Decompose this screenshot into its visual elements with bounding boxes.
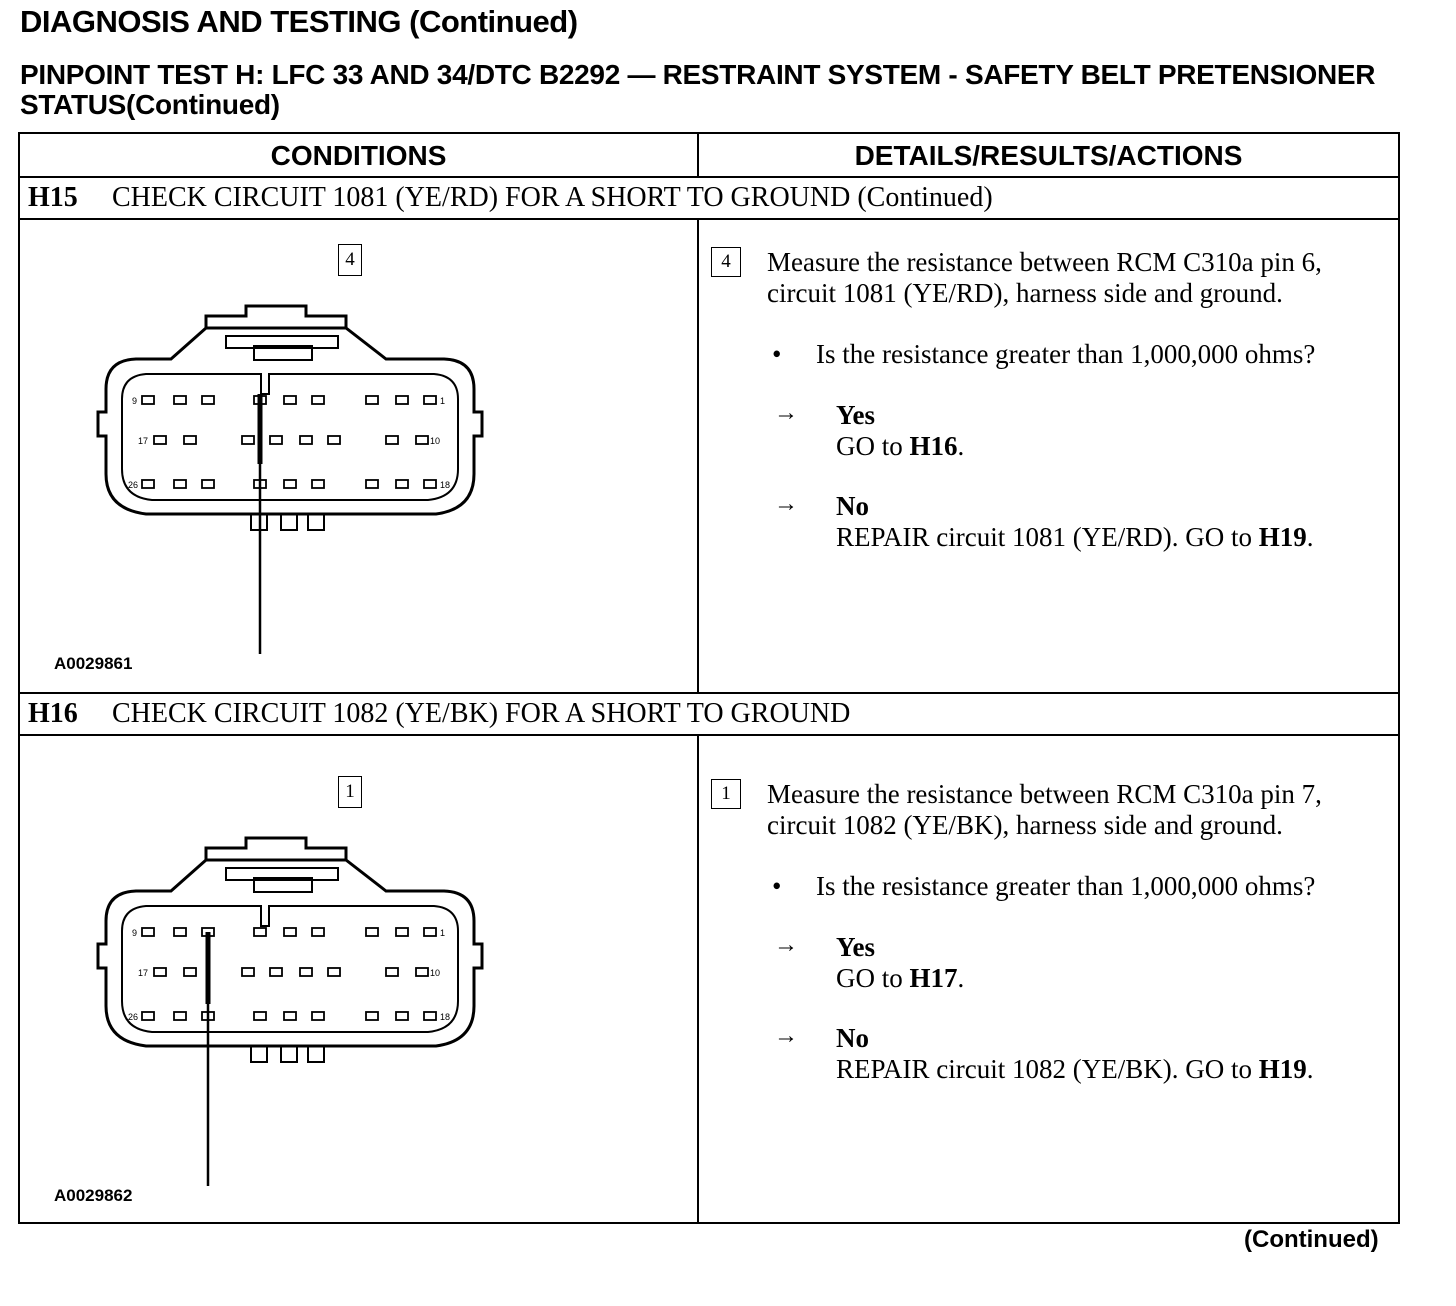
pin-label: 1: [440, 396, 446, 406]
no-answer: No REPAIR circuit 1082 (YE/BK). GO to H19.: [836, 1023, 1314, 1084]
yes-action-text: GO to: [836, 431, 903, 461]
no-label: No: [836, 1023, 869, 1053]
pin-label: 26: [128, 480, 139, 490]
yes-answer: Yes GO to H17.: [836, 932, 965, 993]
pinpoint-test-table: [18, 132, 1400, 1224]
no-action-ref: H19: [1258, 522, 1307, 552]
no-action-ref: H19: [1258, 1054, 1307, 1084]
pin-label: 17: [138, 436, 149, 446]
pin-label: 10: [430, 436, 441, 446]
substep-number-box: 1: [338, 776, 362, 808]
pin-label: 1: [440, 928, 446, 938]
details-column-header: DETAILS/RESULTS/ACTIONS: [699, 134, 1398, 178]
arrow-icon: →: [774, 491, 798, 517]
column-divider: [697, 220, 699, 692]
step-title: CHECK CIRCUIT 1082 (YE/BK) FOR A SHORT TO GROUND: [112, 698, 851, 729]
yes-label: Yes: [836, 400, 875, 430]
instruction-text: Measure the resistance between RCM C310a pin 7, circuit 1082 (YE/BK), harness side and ground.: [767, 779, 1322, 840]
yes-action-text: GO to: [836, 963, 903, 993]
arrow-icon: →: [774, 932, 798, 958]
figure-id: A0029862: [54, 1186, 133, 1205]
step-id: H16: [28, 698, 78, 729]
substep-number-box: 4: [711, 247, 741, 277]
pin-label: 26: [128, 1012, 139, 1022]
continued-footer: (Continued): [1244, 1226, 1379, 1253]
pin-label: 9: [132, 928, 138, 938]
bullet-icon: •: [772, 871, 782, 901]
question-text: Is the resistance greater than 1,000,000 ohms?: [816, 871, 1316, 901]
substep-number-box: 4: [338, 244, 362, 276]
pin-label: 18: [440, 480, 451, 490]
pin-label: 18: [440, 1012, 451, 1022]
conditions-column-header: CONDITIONS: [20, 134, 699, 178]
page-title: DIAGNOSIS AND TESTING (Continued): [20, 4, 578, 39]
step-row-h16: [20, 692, 1398, 736]
no-answer: No REPAIR circuit 1081 (YE/RD). GO to H19.: [836, 491, 1314, 552]
pin-label: 10: [430, 968, 441, 978]
question-text: Is the resistance greater than 1,000,000 ohms?: [816, 339, 1316, 369]
no-label: No: [836, 491, 869, 521]
step-title: CHECK CIRCUIT 1081 (YE/RD) FOR A SHORT TO GROUND (Continued): [112, 182, 993, 213]
instruction-text: Measure the resistance between RCM C310a pin 6, circuit 1081 (YE/RD), harness side and ground.: [767, 247, 1322, 308]
substep-number-box: 1: [711, 779, 741, 809]
arrow-icon: →: [774, 400, 798, 426]
step-id: H15: [28, 182, 78, 213]
no-action-text: REPAIR circuit 1082 (YE/BK). GO to: [836, 1054, 1252, 1084]
step-row-h15: [20, 178, 1398, 220]
arrow-icon: →: [774, 1023, 798, 1049]
no-action-text: REPAIR circuit 1081 (YE/RD). GO to: [836, 522, 1252, 552]
yes-action-ref: H16: [909, 431, 958, 461]
yes-label: Yes: [836, 932, 875, 962]
yes-action-ref: H17: [909, 963, 958, 993]
bullet-icon: •: [772, 339, 782, 369]
pin-label: 17: [138, 968, 149, 978]
connector-test-diagram: [76, 304, 636, 654]
yes-answer: Yes GO to H16.: [836, 400, 965, 461]
pinpoint-test-title: PINPOINT TEST H: LFC 33 AND 34/DTC B2292 — RESTRAINT SYSTEM - SAFETY BELT PRETENSIONER STATUS(Continued): [20, 59, 1376, 120]
column-divider: [697, 736, 699, 1222]
figure-id: A0029861: [54, 654, 133, 673]
connector-test-diagram: [76, 836, 636, 1186]
pin-label: 9: [132, 396, 138, 406]
